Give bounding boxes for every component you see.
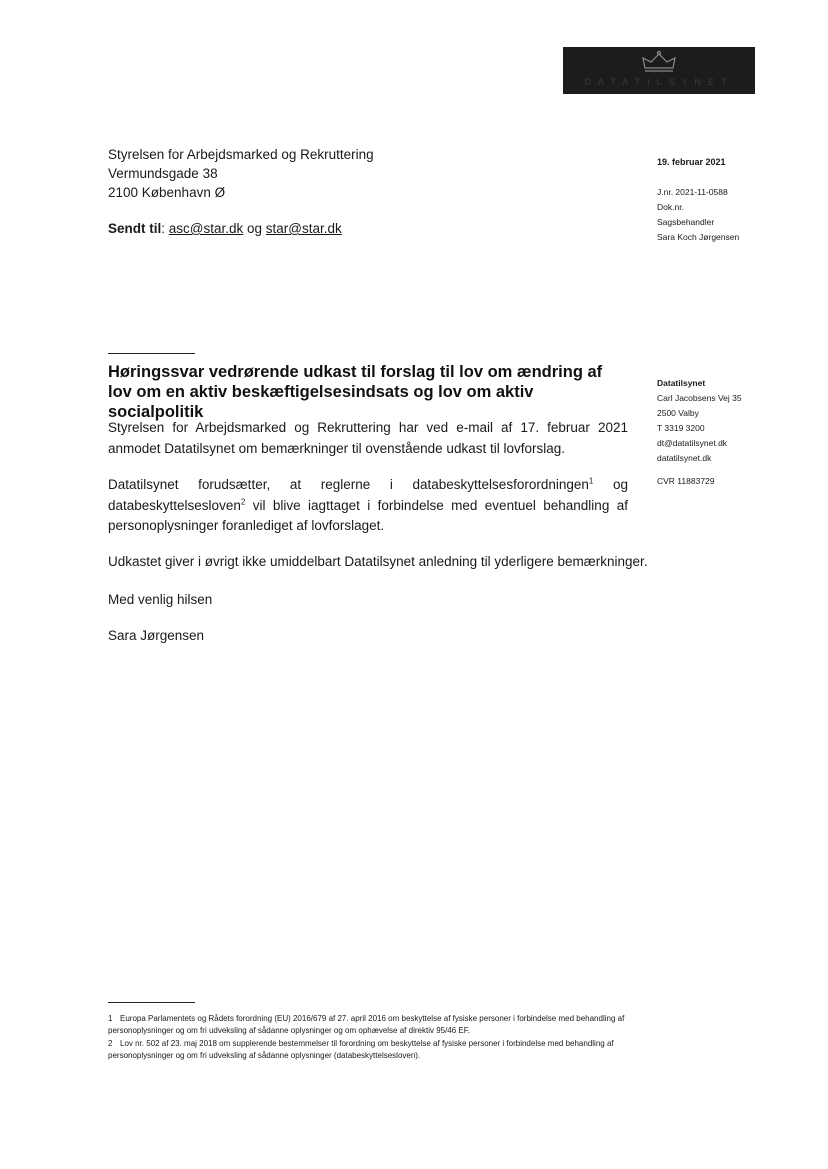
authority-city: 2500 Valby <box>657 408 699 418</box>
footnote-text: Lov nr. 502 af 23. maj 2018 om supplerende bestemmelser til forordning om beskyttelse af fysiske personer i forbindelse med behandling af personoplysninger og om fri udveksling af sådanne oplysninger (databeskyttelsesloven). <box>108 1039 614 1060</box>
paragraph-no-further-remarks: Udkastet giver i øvrigt ikke umiddelbart Datatilsynet anledning til yderligere bemærkninger. <box>108 554 648 569</box>
paragraph-conditions <box>108 475 628 537</box>
recipient-address <box>108 145 374 202</box>
footnote-1 <box>108 1013 628 1036</box>
page-title: Høringssvar vedrørende udkast til forslag til lov om ændring af lov om en aktiv beskæftigelsesindsats og lov om aktiv socialpolitik <box>108 363 603 421</box>
footnotes <box>108 1013 628 1063</box>
footnote-divider <box>108 1002 195 1003</box>
logo-wordmark: DATATILSYNET <box>584 77 734 87</box>
closing-greeting: Med venlig hilsen <box>108 592 213 607</box>
signature-name: Sara Jørgensen <box>108 628 205 643</box>
paragraph-conditions-text-3: vil blive iagttaget i forbindelse med eventuel behandling af personoplysninger foranlediget af lovforslaget. <box>108 497 628 533</box>
authority-web[interactable]: datatilsynet.dk <box>657 453 712 463</box>
document-meta <box>657 155 739 245</box>
journal-number: J.nr. 2021-11-0588 <box>657 187 728 197</box>
authority-cvr: CVR 11883729 <box>657 476 715 486</box>
sent-to-separator: : <box>161 221 169 236</box>
paragraph-conditions-text-1: Datatilsynet forudsætter, at reglerne i databeskyttelsesforordningen <box>108 477 589 492</box>
authority-address <box>657 376 742 489</box>
recipient-city: 2100 København Ø <box>108 185 226 200</box>
authority-email[interactable]: dt@datatilsynet.dk <box>657 438 728 448</box>
footnote-2 <box>108 1038 628 1061</box>
sent-to-label: Sendt til <box>108 221 162 236</box>
paragraph-conditions-text-2: og databeskyttelsesloven <box>108 477 628 513</box>
document-date: 19. februar 2021 <box>657 157 726 167</box>
heading-divider <box>108 353 195 354</box>
footnote-number: 2 <box>108 1039 113 1048</box>
authority-street: Carl Jacobsens Vej 35 <box>657 393 742 403</box>
recipient-street: Vermundsgade 38 <box>108 166 218 181</box>
footnote-text: Europa Parlamentets og Rådets forordning (EU) 2016/679 af 27. april 2016 om beskyttelse af fysiske personer i forbindelse med behandling af personoplysninger og om fri udveksling af sådanne oplysninger og om ophævelse af direktiv 95/46 EF. <box>108 1014 625 1035</box>
footnote-ref-1: 1 <box>588 476 594 486</box>
datatilsynet-logo <box>563 47 755 94</box>
footnote-number: 1 <box>108 1014 113 1023</box>
footnote-ref-2: 2 <box>240 497 246 506</box>
authority-name: Datatilsynet <box>657 378 706 388</box>
case-handler-label: Sagsbehandler <box>657 217 715 227</box>
sent-to-line <box>108 221 342 236</box>
document-number: Dok.nr. <box>657 202 684 212</box>
email-link-asc[interactable]: asc@star.dk <box>168 221 244 236</box>
recipient-name: Styrelsen for Arbejdsmarked og Rekruttering <box>108 147 374 162</box>
authority-phone: T 3319 3200 <box>657 423 705 433</box>
crown-icon <box>637 50 681 74</box>
email-link-star[interactable]: star@star.dk <box>265 221 342 236</box>
sent-to-join: og <box>243 221 266 236</box>
paragraph-request: Styrelsen for Arbejdsmarked og Rekruttering har ved e-mail af 17. februar 2021 anmodet Datatilsynet om bemærkninger til ovenstående udkast til lovforslag. <box>108 420 628 456</box>
case-handler-name: Sara Koch Jørgensen <box>657 232 740 242</box>
